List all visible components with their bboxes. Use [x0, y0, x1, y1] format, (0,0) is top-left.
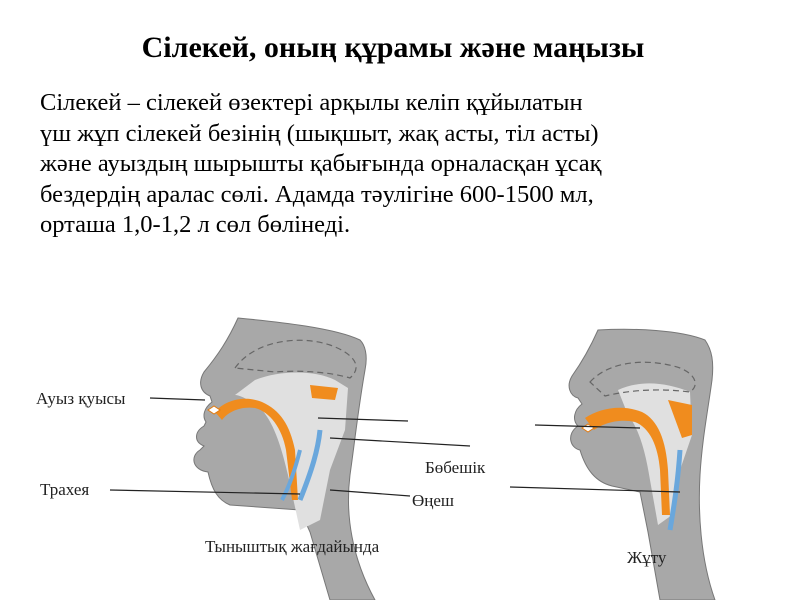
label-esophagus: Өңеш	[412, 491, 455, 510]
paragraph-line: орташа 1,0-1,2 л сөл бөлінеді.	[40, 211, 351, 238]
description-paragraph	[40, 88, 775, 241]
page-title: Сілекей, оның құрамы және маңызы	[141, 31, 645, 64]
caption-swallowing: Жұту	[627, 548, 667, 567]
swallowing-diagram	[0, 300, 800, 600]
label-epiglottis: Бөбешік	[425, 458, 486, 477]
label-mouth-cavity: Ауыз қуысы	[36, 389, 126, 408]
paragraph-line: бездердің аралас сөлі. Адамда тәулігіне 600-1500 мл,	[40, 180, 594, 208]
label-trachea: Трахея	[40, 480, 90, 499]
head-at-rest	[194, 318, 375, 600]
leader-mouth-cavity	[150, 398, 205, 400]
paragraph-line: Сілекей – сілекей өзектері арқылы келіп құйылатын	[40, 89, 583, 116]
paragraph-line: үш жұп сілекей безінің (шықшыт, жақ асты, тіл асты)	[40, 119, 599, 147]
caption-at-rest: Тыныштық жағдайында	[205, 537, 380, 556]
paragraph-line: және ауыздың шырышты қабығында орналасқан ұсақ	[40, 150, 602, 177]
